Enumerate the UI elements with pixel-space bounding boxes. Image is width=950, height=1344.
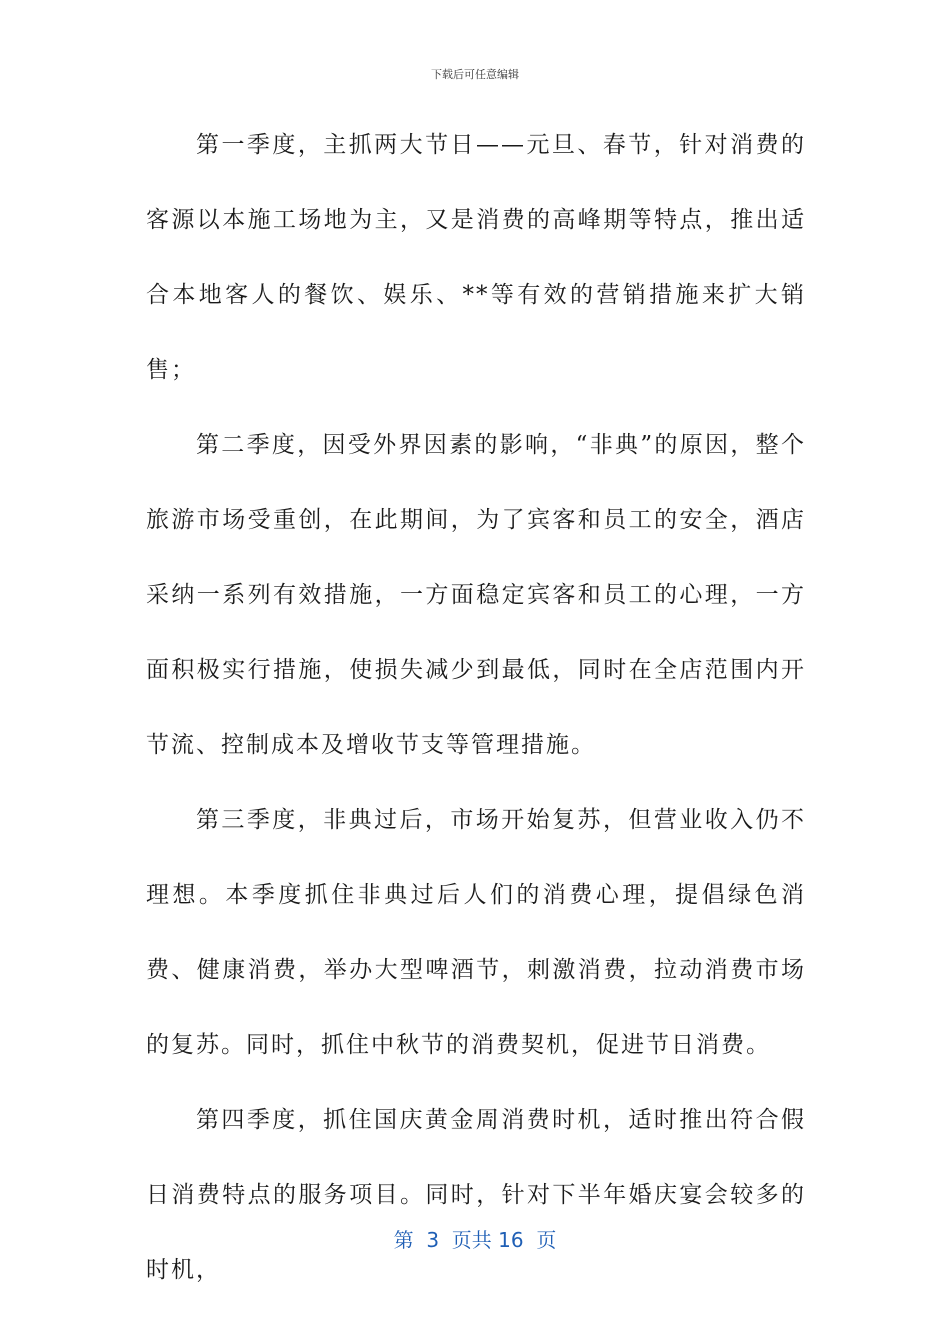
- page-number-footer: 第 3 页共 16 页: [393, 1228, 557, 1252]
- paragraph-q1: 第一季度，主抓两大节日——元旦、春节，针对消费的客源以本施工场地为主，又是消费的高峰期等特点，推出适合本地客人的餐饮、娱乐、**等有效的营销措施来扩大销售；: [146, 132, 806, 383]
- paragraph-q2: 第二季度，因受外界因素的影响，“非典”的原因，整个旅游市场受重创，在此期间，为了宾客和员工的安全，酒店采纳一系列有效措施，一方面稳定宾客和员工的心理，一方面积极实行措施，使损失减少到最低，同时在全店范围内开节流、控制成本及增收节支等管理措施。: [146, 432, 806, 758]
- paragraph-q3: 第三季度，非典过后，市场开始复苏，但营业收入仍不理想。本季度抓住非典过后人们的消费心理，提倡绿色消费、健康消费，举办大型啤酒节，刺激消费，拉动消费市场的复苏。同时，抓住中秋节的消费契机，促进节日消费。: [146, 807, 806, 1058]
- paragraph-q4: 第四季度，抓住国庆黄金周消费时机，适时推出符合假日消费特点的服务项目。同时，针对下半年婚庆宴会较多的时机，: [146, 1107, 806, 1283]
- page-header-note: 下载后可任意编辑: [431, 68, 519, 81]
- document-body: [146, 108, 806, 1308]
